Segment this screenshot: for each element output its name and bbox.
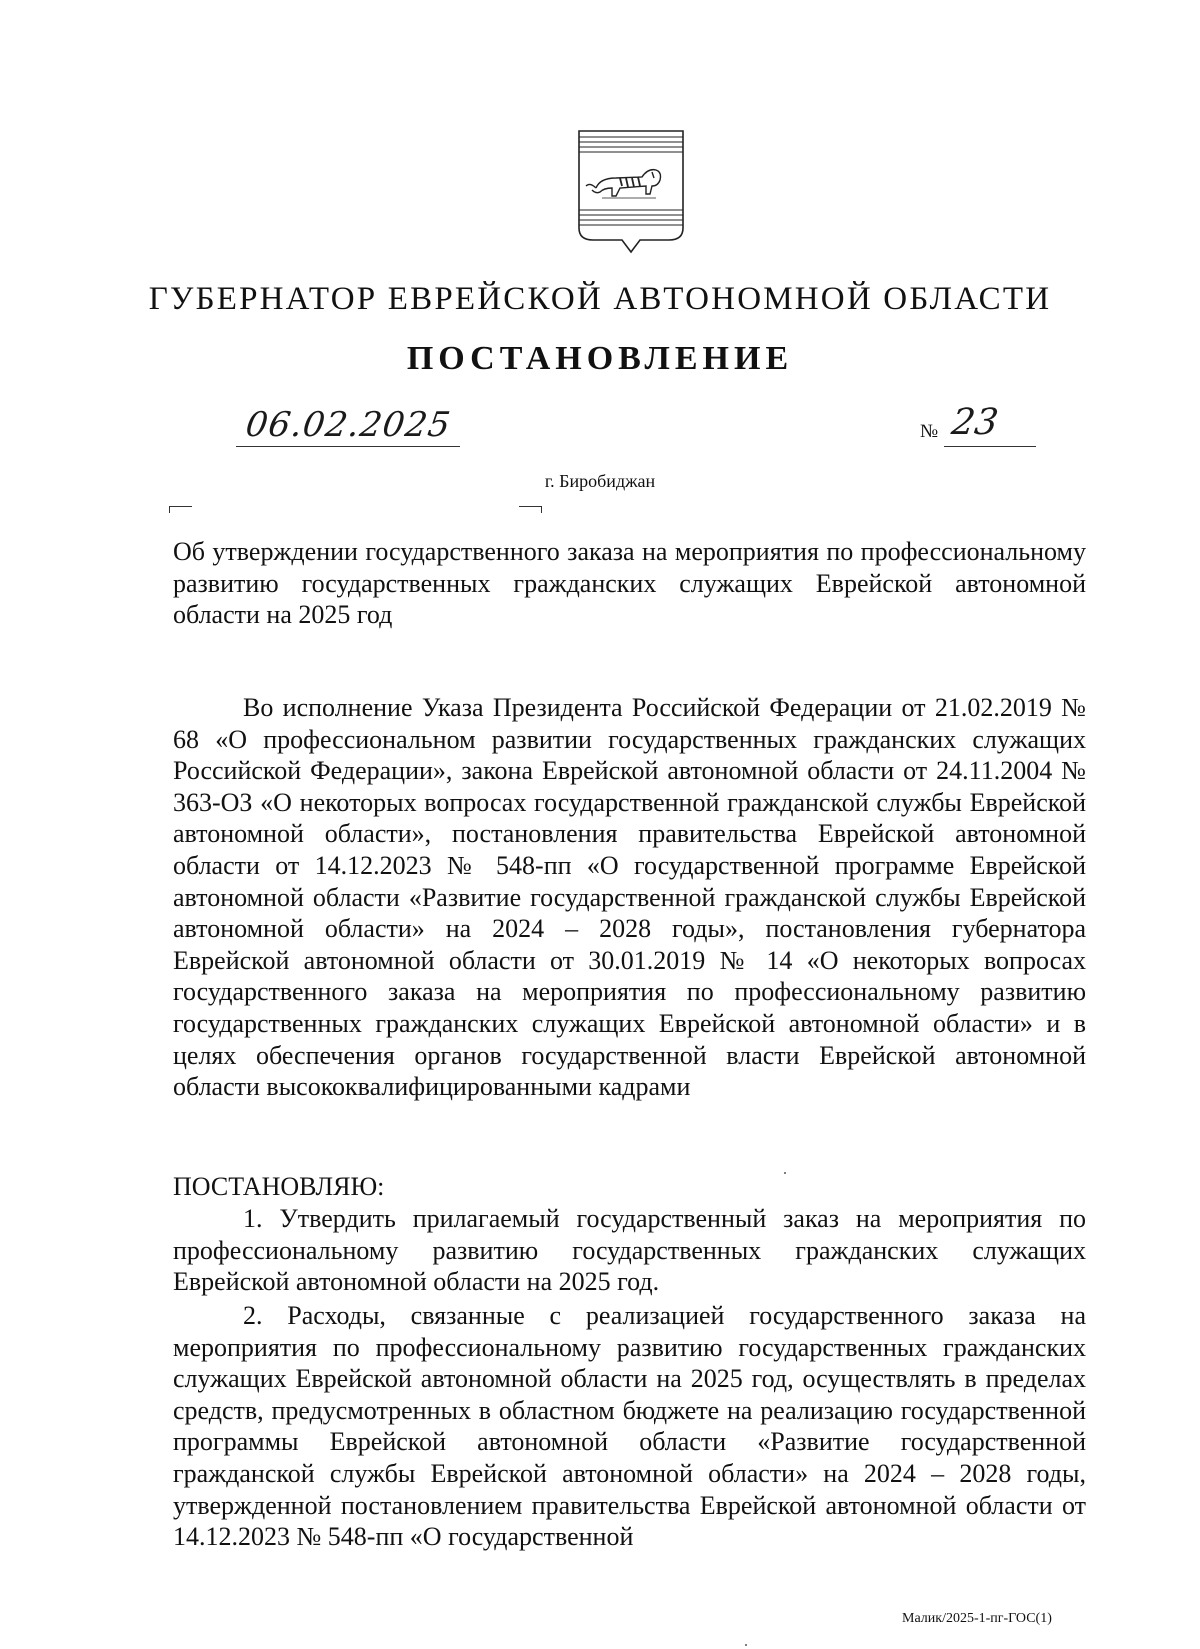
number-underline	[944, 446, 1036, 447]
coat-of-arms-tiger-icon	[576, 128, 686, 258]
footer-document-code: Малик/2025-1-пг-ГОС(1)	[902, 1611, 1052, 1626]
scan-speck	[784, 1172, 786, 1174]
number-label: №	[920, 421, 939, 442]
scan-speck	[745, 1644, 747, 1646]
city-label: г. Биробиджан	[544, 471, 656, 491]
decree-item-1: 1. Утвердить прилагаемый государственный заказ на мероприятия по профессиональному развитию государственных гражданских служащих Еврейской автономной области на 2025 год.	[173, 1204, 1086, 1297]
subject-bracket-right	[519, 506, 542, 513]
document-number: 23	[949, 402, 1001, 443]
decree-item-2: 2. Расходы, связанные с реализацией государственного заказа на мероприятия по профессиональному развитию государственных гражданских служащих Еврейской автономной области на 2025 год, осуществлять в пределах средств, предусмотренных в областном бюджете на реализацию государственной программы Еврейской автономной области «Развитие государственной гражданской службы Еврейской автономной области» на 2024 – 2028 годы, утвержденной постановлением правительства Еврейской автономной области от 14.12.2023 № 548-пп «О государственной	[173, 1301, 1086, 1552]
organization-title: ГУБЕРНАТОР ЕВРЕЙСКОЙ АВТОНОМНОЙ ОБЛАСТИ	[148, 281, 1052, 317]
date-underline	[236, 446, 460, 447]
decree-word: ПОСТАНОВЛЯЮ:	[173, 1172, 385, 1201]
document-type-title: ПОСТАНОВЛЕНИЕ	[406, 340, 794, 377]
document-subject: Об утверждении государственного заказа на мероприятия по профессиональному развитию государственных гражданских служащих Еврейской автономной области на 2025 год	[173, 537, 1086, 630]
preamble-paragraph: Во исполнение Указа Президента Российской Федерации от 21.02.2019 № 68 «О профессиональном развитии государственных гражданских служащих Российской Федерации», закона Еврейской автономной области от 24.11.2004 № 363-ОЗ «О некоторых вопросах государственной гражданской службы Еврейской автономной области», постановления правительства Еврейской автономной области от 14.12.2023 № 548-пп «О государственной программе Еврейской автономной области «Развитие государственной гражданской службы Еврейской автономной области» на 2024 – 2028 годы», постановления губернатора Еврейской автономной области от 30.01.2019 № 14 «О некоторых вопросах государственного заказа на мероприятия по профессиональному развитию государственных гражданских служащих Еврейской автономной области» и в целях обеспечения органов государственной власти Еврейской автономной области высококвалифицированными кадрами	[173, 693, 1086, 1102]
subject-bracket-left	[169, 506, 192, 513]
document-date: 06.02.2025	[243, 405, 454, 445]
